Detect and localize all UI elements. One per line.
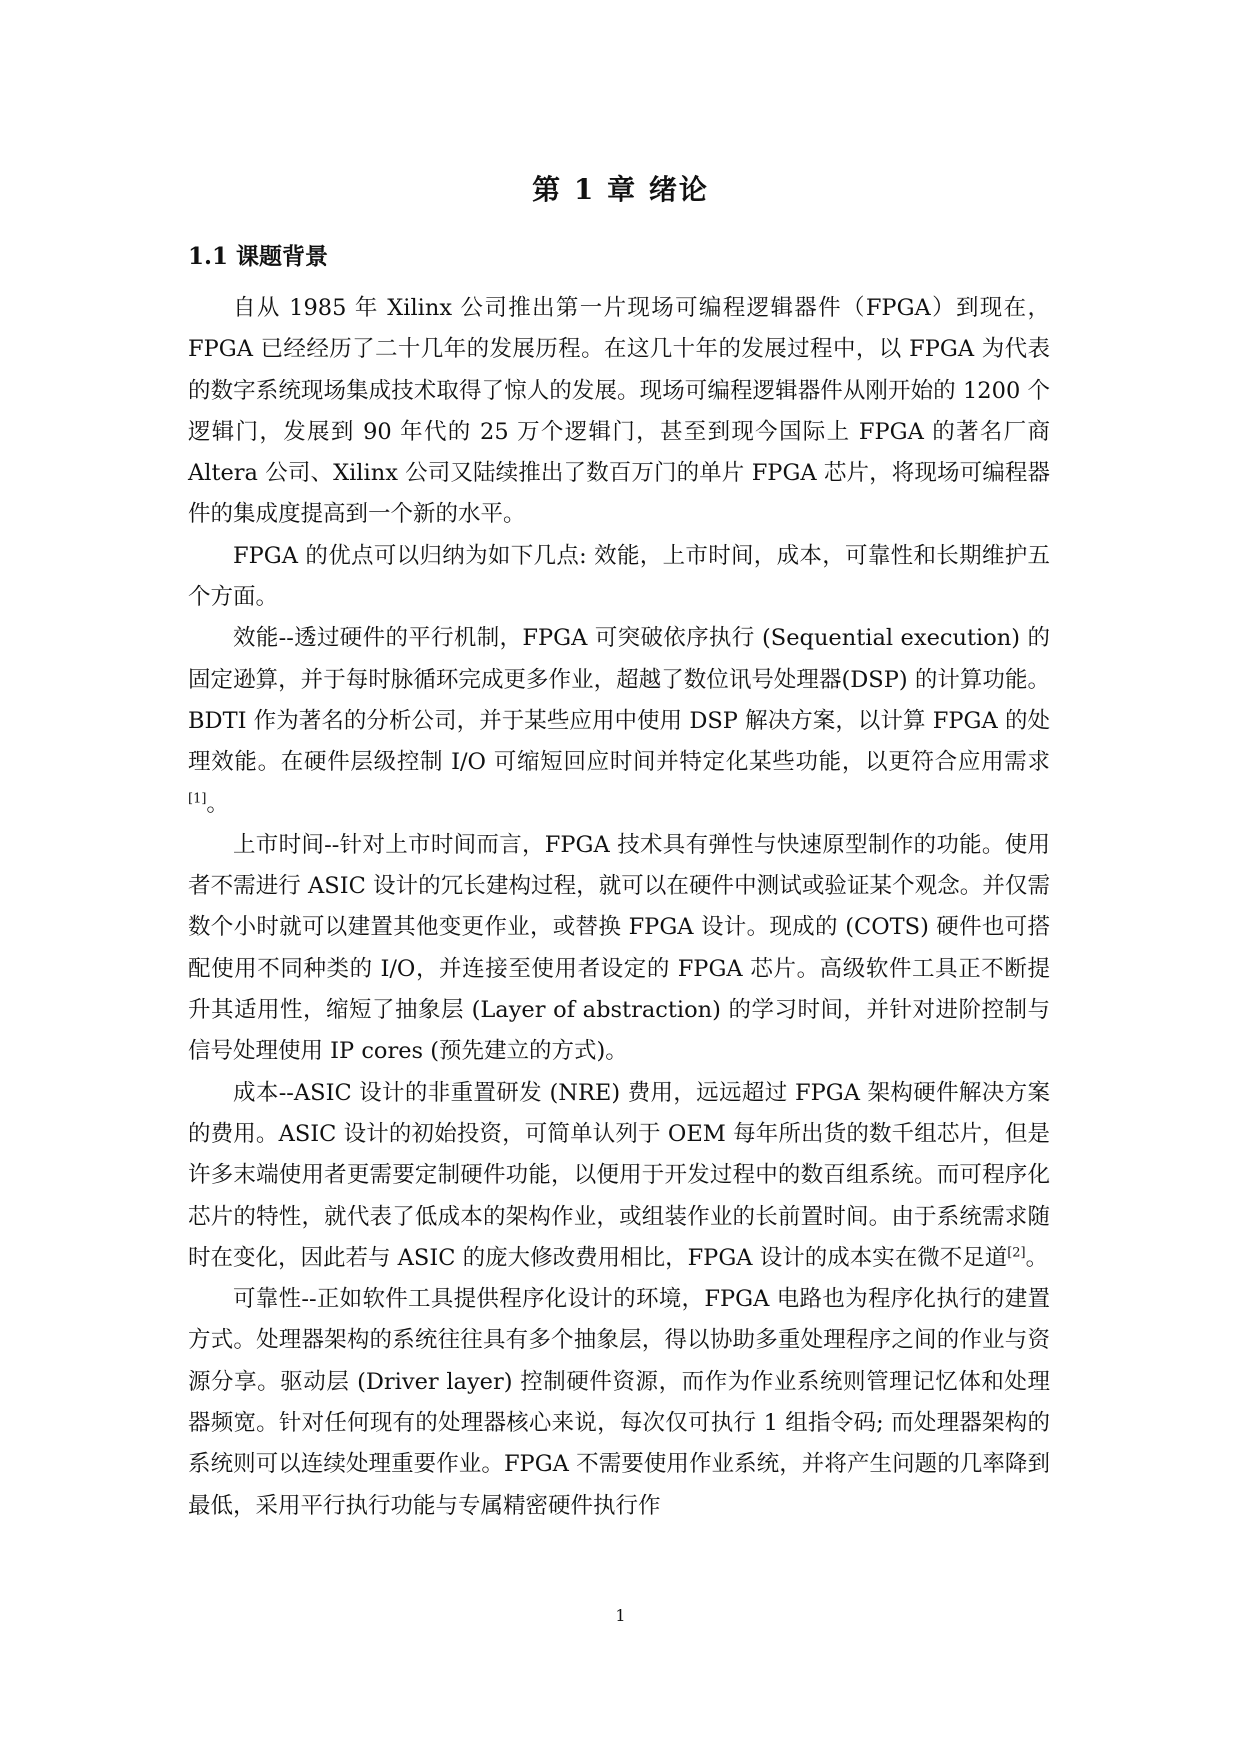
body-text: [188, 288, 1050, 1527]
paragraph-reliability: 可靠性--正如软件工具提供程序化设计的环境，FPGA 电路也为程序化执行的建置方式。处理器架构的系统往往具有多个抽象层，得以协助多重处理程序之间的作业与资源分享。驱动层 (Driver layer) 控制硬件资源，而作为作业系统则管理记忆体和处理器频宽。针对任何现有的处理器核心来说，每次仅可执行 1 组指令码; 而处理器架构的系统则可以连续处理重要作业。FPGA 不需要使用作业系统，并将产生问题的几率降到最低，采用平行执行功能与专属精密硬件执行作: [188, 1286, 1050, 1519]
paragraph-advantages: FPGA 的优点可以归纳为如下几点: 效能，上市时间，成本，可靠性和长期维护五个方面。: [188, 542, 1050, 611]
paragraph-intro: 自从 1985 年 Xilinx 公司推出第一片现场可编程逻辑器件（FPGA）到现在，FPGA 已经经历了二十几年的发展历程。在这几十年的发展过程中，以 FPGA 为代表的数字系统现场集成技术取得了惊人的发展。现场可编程逻辑器件从刚开始的 1200 个逻辑门，发展到 90 年代的 25 万个逻辑门，甚至到现今国际上 FPGA 的著名厂商 Altera 公司、Xilinx 公司又陆续推出了数百万门的单片 FPGA 芯片，将现场可编程器件的集成度提高到一个新的水平。: [188, 295, 1050, 528]
citation-ref: [2]: [1007, 1245, 1026, 1261]
paragraph-time-to-market: 上市时间--针对上市时间而言，FPGA 技术具有弹性与快速原型制作的功能。使用者不需进行 ASIC 设计的冗长建构过程，就可以在硬件中测试或验证某个观念。并仅需数个小时就可以建置其他变更作业，或替换 FPGA 设计。现成的 (COTS) 硬件也可搭配使用不同种类的 I/O，并连接至使用者设定的 FPGA 芯片。高级软件工具正不断提升其适用性，缩短了抽象层 (Layer of abstraction) 的学习时间，并针对进阶控制与信号处理使用 IP cores (预先建立的方式)。: [188, 831, 1050, 1065]
paragraph-cost: 成本--ASIC 设计的非重置研发 (NRE) 费用，远远超过 FPGA 架构硬件解决方案的费用。ASIC 设计的初始投资，可简单认列于 OEM 每年所出货的数千组芯片，但是许多末端使用者更需要定制硬件功能，以便用于开发过程中的数百组系统。而可程序化芯片的特性，就代表了低成本的架构作业，或组装作业的长前置时间。由于系统需求随时在变化，因此若与 ASIC 的庞大修改费用相比，FPGA 设计的成本实在微不足道[2]。: [188, 1079, 1050, 1271]
section-title: 1.1 课题背景: [188, 243, 329, 270]
chapter-title: 第 1 章 绪论: [532, 173, 709, 206]
page-number: 1: [615, 1606, 626, 1625]
citation-ref: [1]: [188, 791, 207, 807]
paragraph-performance: 效能--透过硬件的平行机制，FPGA 可突破依序执行 (Sequential execution) 的固定逊算，并于每时脉循环完成更多作业，超越了数位讯号处理器(DSP) 的计算功能。BDTI 作为著名的分析公司，并于某些应用中使用 DSP 解决方案，以计算 FPGA 的处理效能。在硬件层级控制 I/O 可缩短回应时间并特定化某些功能，以更符合应用需求[1]。: [188, 625, 1050, 817]
